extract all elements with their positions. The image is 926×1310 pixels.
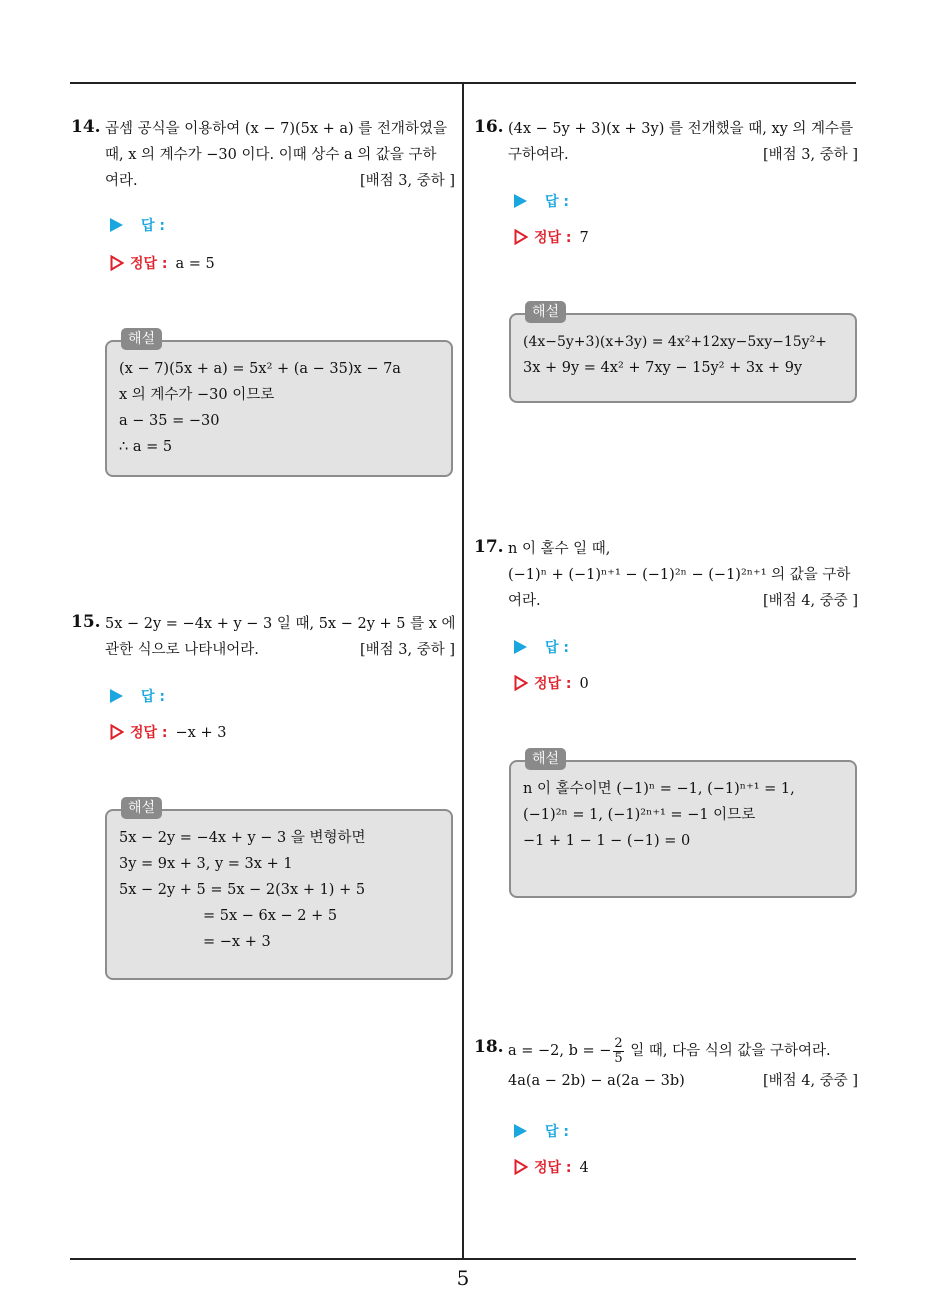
- problem-15: [71, 611, 456, 663]
- correct-answer-row: [514, 673, 589, 693]
- solution-box: [105, 800, 453, 980]
- problem-text-line: (4x − 5y + 3)(x + 3y) 를 전개했을 때, xy 의 계수를: [508, 121, 854, 137]
- correct-label: 정답 :: [130, 725, 168, 741]
- answer-label: 답 :: [545, 640, 569, 656]
- page-number: 5: [456, 1266, 470, 1290]
- answer-row: [110, 686, 165, 706]
- answer-row: [514, 191, 569, 211]
- answer-row: [110, 215, 165, 235]
- bottom-rule: [70, 1258, 856, 1260]
- fraction: $\frac{2}{5}$: [614, 1035, 623, 1066]
- problem-number: 17.: [474, 537, 504, 557]
- solution-line: 3y = 9x + 3, y = 3x + 1: [119, 856, 293, 872]
- problem-number: 18.: [474, 1037, 504, 1057]
- answer-label: 답 :: [545, 1124, 569, 1140]
- play-triangle-icon: [110, 218, 123, 232]
- problem-text-line: 4a(a − 2b) − a(2a − 3b) [배점 4, 중중 ]: [508, 1068, 858, 1094]
- answer-label: 답 :: [141, 218, 165, 234]
- solution-line: (x − 7)(5x + a) = 5x² + (a − 35)x − 7a: [119, 361, 401, 377]
- solution-line: (4x−5y+3)(x+3y) = 4x²+12xy−5xy−15y²+: [523, 334, 827, 350]
- answer-row: [514, 637, 569, 657]
- problem-text-line: a = −2, b = − $\frac{2}{5}$ 일 때, 다음 식의 값을 구하여라.: [508, 1035, 831, 1066]
- problem-18: [474, 1034, 858, 1094]
- solution-line: 5x − 2y = −4x + y − 3 을 변형하면: [119, 830, 366, 846]
- outline-triangle-icon: [514, 229, 528, 245]
- play-triangle-icon: [514, 194, 527, 208]
- problem-text-line: 때, x 의 계수가 −30 이다. 이때 상수 a 의 값을 구하: [105, 147, 437, 163]
- solution-line: 3x + 9y = 4x² + 7xy − 15y² + 3x + 9y: [523, 360, 803, 376]
- correct-label: 정답 :: [534, 1160, 572, 1176]
- play-triangle-icon: [110, 689, 123, 703]
- outline-triangle-icon: [110, 724, 124, 740]
- problem-text-line: 여라. [배점 4, 중중 ]: [508, 588, 858, 614]
- problem-text-line: (−1)ⁿ + (−1)ⁿ⁺¹ − (−1)²ⁿ − (−1)²ⁿ⁺¹ 의 값을 구하: [508, 567, 851, 583]
- problem-17: [474, 536, 858, 614]
- problem-text-line: 여라. [배점 3, 중하 ]: [105, 168, 455, 194]
- outline-triangle-icon: [110, 255, 124, 271]
- solution-line: ∴ a = 5: [119, 439, 173, 455]
- correct-answer-value: 7: [579, 230, 589, 246]
- correct-answer-value: 0: [579, 676, 589, 692]
- solution-line: x 의 계수가 −30 이므로: [119, 387, 275, 403]
- score-label: [배점 3, 중하 ]: [762, 147, 858, 163]
- score-label: [배점 4, 중중 ]: [762, 1073, 858, 1089]
- problem-text-line: 관한 식으로 나타내어라. [배점 3, 중하 ]: [105, 637, 455, 663]
- correct-answer-value: −x + 3: [175, 725, 227, 741]
- outline-triangle-icon: [514, 675, 528, 691]
- problem-number: 16.: [474, 117, 504, 137]
- correct-answer-value: 4: [579, 1160, 589, 1176]
- problem-16: [474, 116, 858, 168]
- solution-line: n 이 홀수이면 (−1)ⁿ = −1, (−1)ⁿ⁺¹ = 1,: [523, 781, 795, 797]
- correct-label: 정답 :: [534, 676, 572, 692]
- correct-label: 정답 :: [130, 256, 168, 272]
- solution-label: 해설: [525, 748, 566, 770]
- solution-line: a − 35 = −30: [119, 413, 220, 429]
- solution-box: [509, 751, 857, 898]
- score-label: [배점 4, 중중 ]: [762, 593, 858, 609]
- solution-label: 해설: [525, 301, 566, 323]
- solution-line: = 5x − 6x − 2 + 5: [203, 908, 338, 924]
- score-label: [배점 3, 중하 ]: [359, 642, 455, 658]
- correct-answer-value: a = 5: [175, 256, 215, 272]
- correct-answer-row: [110, 722, 226, 742]
- solution-box: [105, 331, 453, 477]
- problem-number: 14.: [71, 117, 101, 137]
- score-label: [배점 3, 중하 ]: [359, 173, 455, 189]
- correct-label: 정답 :: [534, 230, 572, 246]
- outline-triangle-icon: [514, 1159, 528, 1175]
- answer-label: 답 :: [545, 194, 569, 210]
- solution-line: (−1)²ⁿ = 1, (−1)²ⁿ⁺¹ = −1 이므로: [523, 807, 756, 823]
- solution-box: [509, 304, 857, 403]
- correct-answer-row: [514, 227, 589, 247]
- correct-answer-row: [110, 253, 215, 273]
- answer-label: 답 :: [141, 689, 165, 705]
- problem-text-line: 곱셈 공식을 이용하여 (x − 7)(5x + a) 를 전개하였을: [105, 121, 447, 137]
- correct-answer-row: [514, 1157, 589, 1177]
- solution-line: −1 + 1 − 1 − (−1) = 0: [523, 833, 691, 849]
- solution-label: 해설: [121, 328, 162, 350]
- solution-line: 5x − 2y + 5 = 5x − 2(3x + 1) + 5: [119, 882, 366, 898]
- problem-text-line: 5x − 2y = −4x + y − 3 일 때, 5x − 2y + 5 를 x 에: [105, 616, 456, 632]
- problem-text-line: n 이 홀수 일 때,: [508, 541, 611, 557]
- answer-row: [514, 1121, 569, 1141]
- problem-text-line: 구하여라. [배점 3, 중하 ]: [508, 142, 858, 168]
- play-triangle-icon: [514, 1124, 527, 1138]
- problem-14: [71, 116, 455, 194]
- problem-number: 15.: [71, 612, 101, 632]
- column-divider: [462, 82, 464, 1258]
- solution-label: 해설: [121, 797, 162, 819]
- solution-line: = −x + 3: [203, 934, 271, 950]
- play-triangle-icon: [514, 640, 527, 654]
